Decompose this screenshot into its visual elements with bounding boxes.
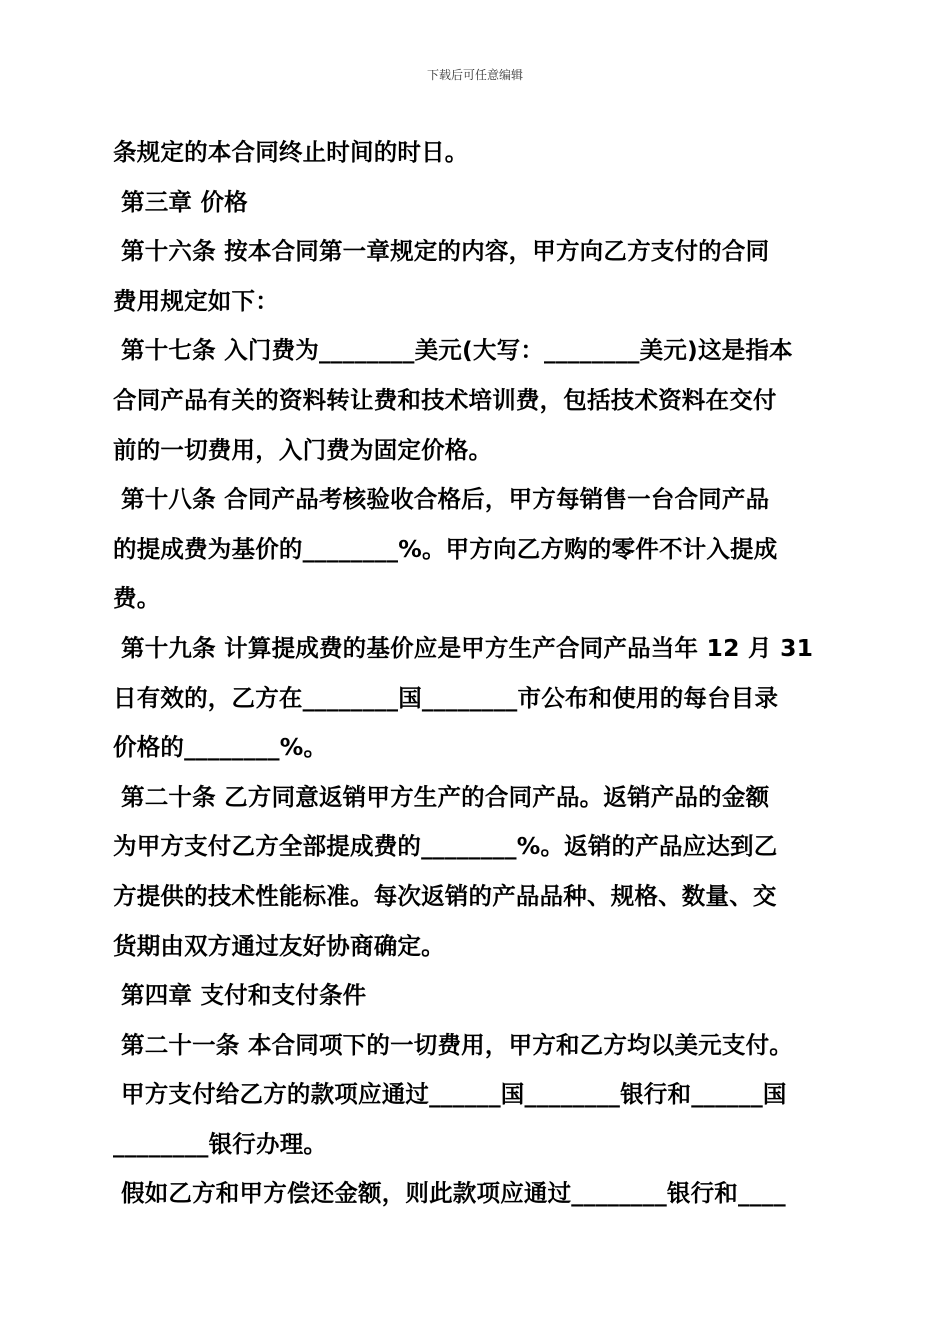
text-line: 价格的________%。 (113, 733, 328, 762)
text-line: ________银行办理。 (113, 1129, 328, 1158)
article-20: 第二十条 乙方同意返销甲方生产的合同产品。返销产品的金额 (121, 782, 770, 811)
text-line: 条规定的本合同终止时间的时日。 (113, 138, 469, 166)
article-17: 第十七条 入门费为________美元(大写：________美元)这是指本 (121, 336, 793, 365)
article-21: 第二十一条 本合同项下的一切费用，甲方和乙方均以美元支付。 (121, 1030, 793, 1059)
chapter-heading: 第四章 支付和支付条件 (121, 981, 367, 1010)
text-line: 日有效的，乙方在________国________市公布和使用的每台目录 (113, 683, 779, 712)
text-line: 假如乙方和甲方偿还金额，则此款项应通过________银行和____ (121, 1179, 786, 1208)
text-line: 前的一切费用，入门费为固定价格。 (113, 435, 493, 464)
text-line: 货期由双方通过友好协商确定。 (113, 931, 445, 960)
document-body (113, 128, 839, 1219)
chapter-heading: 第三章 价格 (121, 187, 248, 216)
text-line: 为甲方支付乙方全部提成费的________%。返销的产品应达到乙 (113, 832, 778, 861)
text-line: 的提成费为基价的________%。甲方向乙方购的零件不计入提成 (113, 534, 778, 563)
text-line: 费。 (113, 584, 161, 613)
article-18: 第十八条 合同产品考核验收合格后，甲方每销售一台合同产品 (121, 485, 770, 514)
article-19: 第十九条 计算提成费的基价应是甲方生产合同产品当年 12 月 31 (121, 633, 814, 662)
text-line: 费用规定如下： (113, 286, 279, 315)
text-line: 合同产品有关的资料转让费和技术培训费，包括技术资料在交付 (113, 385, 777, 414)
text-line: 方提供的技术性能标准。每次返销的产品品种、规格、数量、交 (113, 881, 777, 910)
article-16: 第十六条 按本合同第一章规定的内容，甲方向乙方支付的合同 (121, 237, 770, 266)
page-header: 下载后可任意编辑 (426, 68, 523, 82)
text-line: 甲方支付给乙方的款项应通过______国________银行和______国 (121, 1080, 787, 1109)
